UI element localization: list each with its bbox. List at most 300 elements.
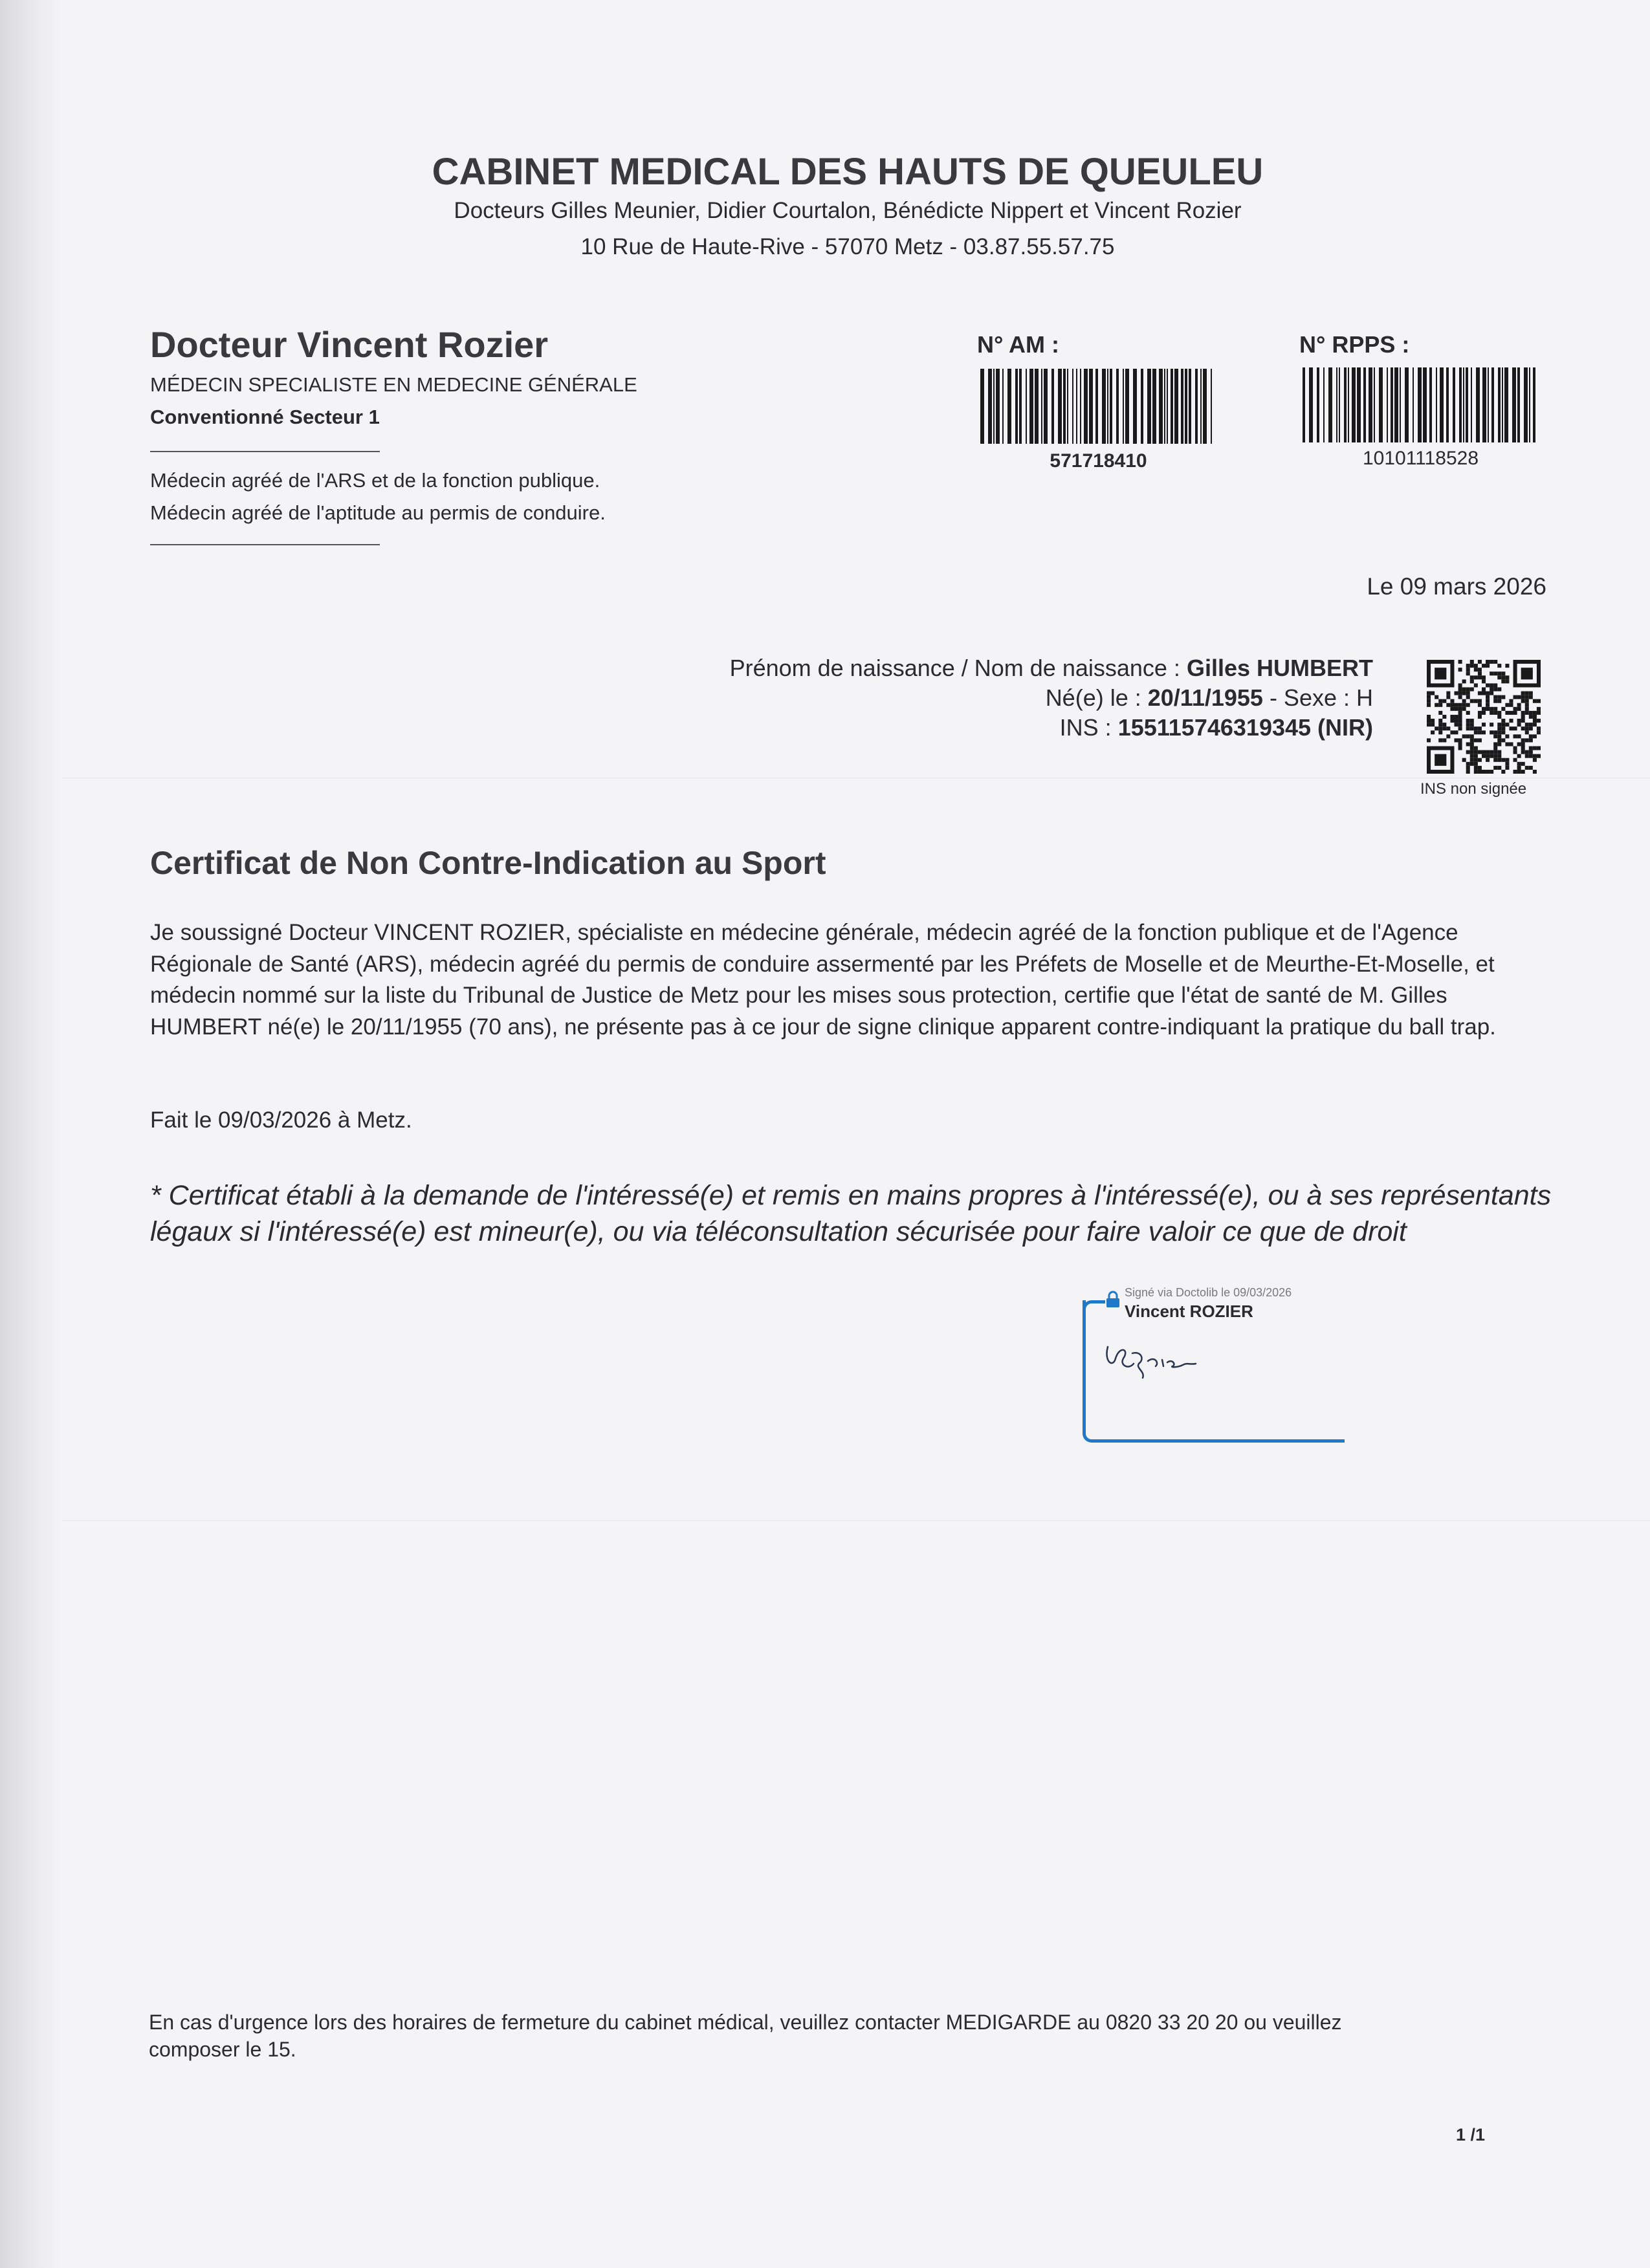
- qr-module: [1513, 695, 1517, 699]
- clinic-address: 10 Rue de Haute-Rive - 57070 Metz - 03.87.55.57.75: [580, 234, 1115, 259]
- barcode-bar: [1374, 367, 1375, 442]
- doctor-approval-permis: Médecin agréé de l'aptitude au permis de conduire.: [150, 501, 606, 524]
- qr-module: [1427, 719, 1431, 723]
- qr-module: [1521, 726, 1525, 730]
- qr-module: [1517, 719, 1521, 723]
- qr-module: [1490, 723, 1493, 726]
- qr-module: [1529, 747, 1533, 750]
- qr-module: [1486, 695, 1490, 699]
- qr-module: [1466, 719, 1470, 723]
- qr-module: [1513, 707, 1517, 711]
- qr-module: [1478, 758, 1482, 762]
- am-number: 571718410: [1050, 450, 1147, 472]
- qr-module: [1458, 723, 1462, 726]
- qr-module: [1493, 758, 1497, 762]
- divider: [150, 544, 380, 545]
- qr-module: [1493, 750, 1497, 754]
- qr-module: [1466, 766, 1470, 770]
- qr-module: [1454, 723, 1458, 726]
- qr-module: [1529, 766, 1533, 770]
- qr-module: [1517, 695, 1521, 699]
- barcode-bar: [1436, 367, 1437, 442]
- barcode-bar: [1476, 367, 1480, 442]
- qr-module: [1466, 664, 1470, 668]
- qr-module: [1435, 695, 1438, 699]
- qr-module: [1513, 750, 1517, 754]
- qr-module: [1427, 723, 1431, 726]
- qr-module: [1521, 719, 1525, 723]
- qr-module: [1466, 742, 1470, 746]
- qr-module: [1474, 750, 1478, 754]
- qr-module: [1446, 695, 1450, 699]
- qr-module: [1442, 738, 1446, 742]
- qr-module: [1501, 726, 1505, 730]
- qr-module: [1458, 703, 1462, 707]
- qr-module: [1478, 668, 1482, 671]
- qr-module: [1529, 695, 1533, 699]
- qr-module: [1458, 738, 1462, 742]
- qr-module: [1533, 715, 1537, 719]
- qr-module: [1470, 675, 1474, 679]
- qr-module: [1454, 707, 1458, 711]
- barcode-bar: [1463, 367, 1464, 442]
- qr-module: [1513, 726, 1517, 730]
- qr-module: [1525, 766, 1529, 770]
- qr-module: [1458, 715, 1462, 719]
- qr-module: [1462, 699, 1466, 703]
- qr-module: [1537, 719, 1541, 723]
- barcode-bar: [1026, 369, 1027, 444]
- qr-module: [1493, 747, 1497, 750]
- qr-module: [1517, 770, 1521, 774]
- qr-module: [1478, 738, 1482, 742]
- barcode-bar: [1405, 367, 1409, 442]
- qr-module: [1482, 770, 1486, 774]
- barcode-bar: [1171, 369, 1173, 444]
- qr-module: [1470, 754, 1474, 758]
- barcode-bar: [1453, 367, 1455, 442]
- qr-module: [1466, 703, 1470, 707]
- qr-module: [1446, 703, 1450, 707]
- qr-module: [1490, 687, 1493, 691]
- qr-module: [1458, 747, 1462, 750]
- qr-module: [1497, 695, 1501, 699]
- qr-module: [1486, 683, 1490, 687]
- qr-module: [1427, 699, 1431, 703]
- qr-module: [1490, 707, 1493, 711]
- qr-module: [1497, 711, 1501, 715]
- qr-module: [1474, 699, 1478, 703]
- qr-module: [1466, 750, 1470, 754]
- qr-module: [1493, 695, 1497, 699]
- qr-module: [1529, 726, 1533, 730]
- qr-module: [1505, 664, 1509, 668]
- qr-module: [1525, 711, 1529, 715]
- qr-module: [1427, 695, 1431, 699]
- barcode-bar: [1185, 369, 1187, 444]
- qr-module: [1470, 719, 1474, 723]
- qr-module: [1474, 726, 1478, 730]
- qr-module: [1474, 747, 1478, 750]
- qr-module: [1525, 703, 1529, 707]
- barcode-bar: [1019, 369, 1022, 444]
- qr-module: [1458, 726, 1462, 730]
- barcode-bar: [1141, 369, 1143, 444]
- qr-module: [1509, 719, 1513, 723]
- qr-module: [1525, 699, 1529, 703]
- barcode-bar: [1174, 369, 1178, 444]
- qr-module: [1486, 707, 1490, 711]
- certificate-note: * Certificat établi à la demande de l'intéressé(e) et remis en mains propres à l'intéressé(e), ou à ses représentants légaux si l'intéressé(e) est mineur(e), ou via téléconsultation sécurisée pour faire valoir ce que de droit: [150, 1180, 1552, 1247]
- qr-module: [1450, 703, 1454, 707]
- qr-module: [1438, 711, 1442, 715]
- qr-module: [1537, 747, 1541, 750]
- qr-module: [1525, 707, 1529, 711]
- doctor-name: Docteur Vincent Rozier: [150, 324, 549, 365]
- barcode-bar: [1116, 369, 1119, 444]
- patient-sex-label: - Sexe :: [1262, 684, 1356, 711]
- qr-module: [1438, 719, 1442, 723]
- barcode-bar: [1080, 369, 1081, 444]
- qr-module: [1486, 758, 1490, 762]
- barcode-bar: [1084, 369, 1088, 444]
- qr-module: [1462, 687, 1466, 691]
- certificate-body: Je soussigné Docteur VINCENT ROZIER, spécialiste en médecine générale, médecin agréé de la fonction publique et de l'Agence Régionale de Santé (ARS), médecin agréé du permis de conduire assermenté par les Préfets de Moselle et de Meurthe-Et-Moselle, et médecin nommé sur la liste du Tribunal de Justice de Metz pour les mises sous protection, certifie que l'état de santé de M. Gilles HUMBERT né(e) le 20/11/1955 (70 ans), ne présente pas à ce jour de signe clinique apparent contre-indiquant la pratique du ball trap.: [150, 920, 1496, 1040]
- qr-module: [1529, 754, 1533, 758]
- barcode-bar: [1336, 367, 1337, 442]
- qr-module: [1458, 687, 1462, 691]
- barcode-bar: [1089, 369, 1093, 444]
- qr-module: [1490, 770, 1493, 774]
- qr-module: [1497, 723, 1501, 726]
- qr-module: [1438, 730, 1442, 734]
- qr-module: [1466, 726, 1470, 730]
- qr-module: [1490, 660, 1493, 664]
- qr-module: [1470, 687, 1474, 691]
- qr-module: [1513, 758, 1517, 762]
- qr-module: [1442, 726, 1446, 730]
- barcode-bar: [1167, 369, 1168, 444]
- barcode-bar: [1015, 369, 1018, 444]
- qr-module: [1435, 703, 1438, 707]
- qr-module: [1501, 679, 1505, 683]
- qr-module: [1458, 695, 1462, 699]
- qr-module: [1454, 692, 1458, 695]
- qr-module: [1517, 762, 1521, 766]
- qr-module: [1438, 699, 1442, 703]
- qr-module: [1497, 664, 1501, 668]
- barcode-bar: [996, 369, 1000, 444]
- qr-module: [1501, 758, 1505, 762]
- qr-module: [1486, 754, 1490, 758]
- qr-module: [1474, 770, 1478, 774]
- qr-module: [1458, 692, 1462, 695]
- qr-module: [1454, 730, 1458, 734]
- scan-edge-shadow: [0, 0, 62, 2268]
- qr-module: [1493, 766, 1497, 770]
- paper-fold-line: [62, 778, 1650, 780]
- qr-caption: INS non signée: [1420, 780, 1527, 798]
- qr-module: [1497, 726, 1501, 730]
- qr-module: [1521, 742, 1525, 746]
- barcode-bar: [1379, 367, 1383, 442]
- qr-module: [1501, 723, 1505, 726]
- barcode-bar: [1323, 367, 1325, 442]
- qr-module: [1470, 758, 1474, 762]
- barcode-bar: [1394, 367, 1398, 442]
- qr-module: [1470, 738, 1474, 742]
- barcode-bar: [1211, 369, 1212, 444]
- qr-module: [1493, 707, 1497, 711]
- qr-module: [1509, 699, 1513, 703]
- qr-module: [1470, 726, 1474, 730]
- clinic-name: CABINET MEDICAL DES HAUTS DE QUEULEU: [432, 151, 1264, 193]
- qr-module: [1470, 762, 1474, 766]
- qr-module: [1525, 726, 1529, 730]
- qr-module: [1501, 730, 1505, 734]
- qr-module: [1450, 719, 1454, 723]
- divider: [150, 451, 380, 452]
- qr-module: [1474, 664, 1478, 668]
- qr-module: [1517, 707, 1521, 711]
- qr-module: [1454, 715, 1458, 719]
- patient-name-line: [730, 653, 1373, 683]
- qr-module: [1509, 711, 1513, 715]
- barcode-bar: [1498, 367, 1501, 442]
- qr-module: [1525, 695, 1529, 699]
- qr-module: [1462, 679, 1466, 683]
- barcode-bar: [1502, 367, 1503, 442]
- rpps-label: N° RPPS :: [1299, 331, 1410, 358]
- qr-module: [1509, 703, 1513, 707]
- qr-module: [1470, 747, 1474, 750]
- qr-module: [1486, 660, 1490, 664]
- barcode-bar: [1413, 367, 1414, 442]
- qr-module: [1490, 730, 1493, 734]
- qr-module: [1482, 723, 1486, 726]
- qr-module: [1486, 699, 1490, 703]
- barcode-bar: [1107, 369, 1108, 444]
- qr-module: [1482, 687, 1486, 691]
- qr-module: [1521, 695, 1525, 699]
- barcode-bar: [1072, 369, 1073, 444]
- barcode-bar: [1491, 367, 1494, 442]
- barcode-bar: [1482, 367, 1486, 442]
- qr-module: [1490, 750, 1493, 754]
- barcode-bar: [1123, 369, 1124, 444]
- qr-module: [1482, 750, 1486, 754]
- qr-module: [1505, 734, 1509, 738]
- qr-module: [1466, 695, 1470, 699]
- qr-module: [1501, 770, 1505, 774]
- qr-module: [1497, 687, 1501, 691]
- qr-module: [1505, 742, 1509, 746]
- qr-module: [1450, 707, 1454, 711]
- qr-module: [1482, 754, 1486, 758]
- qr-module: [1513, 711, 1517, 715]
- barcode-bar: [1328, 367, 1332, 442]
- qr-module: [1442, 715, 1446, 719]
- qr-module: [1458, 711, 1462, 715]
- barcode-bar: [1440, 367, 1444, 442]
- qr-module: [1497, 754, 1501, 758]
- barcode-bar: [1125, 369, 1129, 444]
- barcode-bar: [993, 369, 995, 444]
- barcode-bar: [1533, 367, 1535, 442]
- qr-module: [1474, 762, 1478, 766]
- qr-module: [1478, 675, 1482, 679]
- qr-module: [1533, 699, 1537, 703]
- qr-module: [1458, 742, 1462, 746]
- qr-module: [1513, 770, 1517, 774]
- barcode-bar: [1164, 369, 1165, 444]
- barcode-bar: [1529, 367, 1530, 442]
- qr-module: [1458, 719, 1462, 723]
- barcode-bar: [1076, 369, 1077, 444]
- qr-module: [1533, 719, 1537, 723]
- qr-module: [1482, 707, 1486, 711]
- barcode-bar: [1418, 367, 1422, 442]
- qr-module: [1501, 738, 1505, 742]
- barcode-bar: [1051, 369, 1054, 444]
- qr-module: [1482, 675, 1486, 679]
- handwritten-signature: [1100, 1333, 1204, 1384]
- qr-module: [1462, 692, 1466, 695]
- qr-module: [1497, 734, 1501, 738]
- qr-module: [1509, 742, 1513, 746]
- qr-module: [1470, 699, 1474, 703]
- qr-module: [1497, 742, 1501, 746]
- qr-module: [1497, 738, 1501, 742]
- qr-module: [1529, 750, 1533, 754]
- qr-module: [1525, 692, 1529, 695]
- barcode-bar: [1189, 369, 1191, 444]
- qr-module: [1470, 660, 1474, 664]
- patient-ins: 155115746319345 (NIR): [1117, 714, 1373, 741]
- qr-module: [1517, 754, 1521, 758]
- patient-born-label: Né(e) le :: [1045, 684, 1148, 711]
- barcode-bar: [1423, 367, 1427, 442]
- barcode-bar: [1067, 369, 1068, 444]
- qr-module: [1486, 770, 1490, 774]
- qr-module: [1505, 679, 1509, 683]
- qr-module: [1529, 692, 1533, 695]
- qr-module: [1529, 715, 1533, 719]
- qr-module: [1501, 671, 1505, 675]
- qr-module: [1482, 679, 1486, 683]
- qr-module: [1505, 675, 1509, 679]
- qr-module: [1446, 726, 1450, 730]
- qr-module: [1478, 770, 1482, 774]
- qr-module: [1521, 699, 1525, 703]
- qr-module: [1482, 692, 1486, 695]
- qr-module: [1458, 683, 1462, 687]
- barcode-bar: [1517, 367, 1520, 442]
- qr-module: [1490, 754, 1493, 758]
- qr-module: [1438, 703, 1442, 707]
- qr-module: [1521, 750, 1525, 754]
- emergency-notice: En cas d'urgence lors des horaires de fermeture du cabinet médical, veuillez contacter MEDIGARDE au 0820 33 20 20 ou veuillez composer le 15.: [149, 2011, 1342, 2061]
- qr-module: [1509, 726, 1513, 730]
- qr-module: [1466, 723, 1470, 726]
- rpps-barcode: [1303, 367, 1539, 442]
- qr-module: [1537, 730, 1541, 734]
- qr-module: [1442, 699, 1446, 703]
- barcode-bar: [1203, 369, 1207, 444]
- qr-module: [1529, 734, 1533, 738]
- qr-module: [1458, 707, 1462, 711]
- qr-module: [1517, 703, 1521, 707]
- qr-module: [1466, 711, 1470, 715]
- qr-module: [1431, 730, 1435, 734]
- qr-module: [1478, 703, 1482, 707]
- qr-module: [1450, 699, 1454, 703]
- barcode-bar: [1339, 367, 1340, 442]
- barcode-bar: [1002, 369, 1004, 444]
- barcode-bar: [1181, 369, 1183, 444]
- barcode-bar: [1387, 367, 1388, 442]
- barcode-bar: [1391, 367, 1393, 442]
- qr-module: [1466, 687, 1470, 691]
- barcode-bar: [1110, 369, 1112, 444]
- qr-module: [1517, 742, 1521, 746]
- barcode-bar: [1133, 369, 1137, 444]
- qr-module: [1521, 770, 1525, 774]
- doctor-specialty: MÉDECIN SPECIALISTE EN MEDECINE GÉNÉRALE: [150, 373, 637, 396]
- qr-module: [1490, 692, 1493, 695]
- qr-module: [1533, 723, 1537, 726]
- qr-module: [1505, 703, 1509, 707]
- qr-module: [1525, 750, 1529, 754]
- patient-name-label: Prénom de naissance / Nom de naissance :: [729, 655, 1187, 681]
- signature-name: Vincent ROZIER: [1125, 1302, 1253, 1321]
- certificate-title: Certificat de Non Contre-Indication au Sport: [150, 845, 826, 881]
- rpps-number: 10101118528: [1362, 448, 1479, 469]
- barcode-bar: [1041, 369, 1042, 444]
- qr-module: [1478, 730, 1482, 734]
- barcode-bar: [1147, 369, 1151, 444]
- qr-module: [1470, 664, 1474, 668]
- qr-module: [1505, 711, 1509, 715]
- qr-module: [1537, 711, 1541, 715]
- qr-module: [1493, 711, 1497, 715]
- qr-module: [1478, 711, 1482, 715]
- qr-module: [1521, 711, 1525, 715]
- signature-frame-corner: [1083, 1300, 1105, 1313]
- qr-module: [1462, 734, 1466, 738]
- qr-module: [1466, 734, 1470, 738]
- qr-module: [1466, 770, 1470, 774]
- qr-module: [1529, 738, 1533, 742]
- qr-module: [1474, 754, 1478, 758]
- barcode-bar: [1429, 367, 1432, 442]
- qr-module: [1517, 766, 1521, 770]
- qr-module: [1533, 734, 1537, 738]
- qr-module: [1525, 754, 1529, 758]
- barcode-bar: [1400, 367, 1401, 442]
- patient-ins-label: INS :: [1059, 714, 1118, 741]
- barcode-bar: [1348, 367, 1349, 442]
- barcode-bar: [1466, 367, 1468, 442]
- qr-module: [1438, 723, 1442, 726]
- barcode-bar: [1044, 369, 1048, 444]
- qr-module: [1470, 723, 1474, 726]
- qr-module: [1431, 719, 1435, 723]
- qr-module: [1497, 675, 1501, 679]
- qr-module: [1478, 671, 1482, 675]
- qr-module: [1458, 660, 1462, 664]
- qr-module: [1450, 715, 1454, 719]
